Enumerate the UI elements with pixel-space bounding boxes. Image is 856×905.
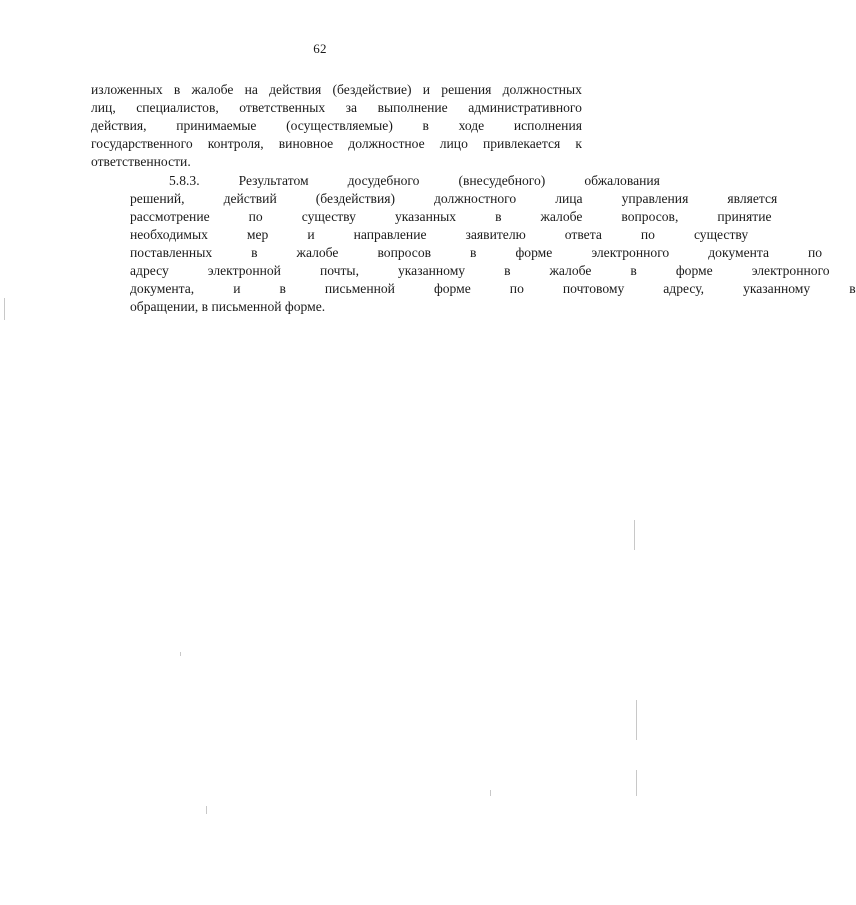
scan-artifact xyxy=(206,806,207,814)
text-line: поставленных в жалобе вопросов в форме электронного документа по xyxy=(130,244,823,260)
paragraph-5-8-3 xyxy=(91,172,856,317)
page-number: 62 xyxy=(313,41,327,56)
text-line: 5.8.3. Результатом досудебного (внесудебного) обжалования xyxy=(169,172,660,188)
paragraph-continuation xyxy=(91,81,582,171)
text-line: решений, действий (бездействия) должностного лица управления является xyxy=(130,190,778,206)
text-line: ответственности. xyxy=(91,154,191,170)
text-line: государственного контроля, виновное должностное лицо привлекается к xyxy=(91,136,582,152)
text-line: адресу электронной почты, указанному в жалобе в форме электронного xyxy=(130,262,830,278)
scan-artifact xyxy=(4,298,5,320)
text-line: изложенных в жалобе на действия (бездействие) и решения должностных xyxy=(91,82,582,97)
text-line: рассмотрение по существу указанных в жалобе вопросов, принятие xyxy=(130,208,772,224)
scan-artifact xyxy=(180,652,181,656)
scan-artifact xyxy=(634,520,635,550)
text-line: лиц, специалистов, ответственных за выполнение административного xyxy=(91,100,582,116)
text-line: документа, и в письменной форме по почтовому адресу, указанному в xyxy=(130,281,856,297)
text-line: действия, принимаемые (осуществляемые) в ходе исполнения xyxy=(91,118,582,134)
scan-artifact xyxy=(636,770,637,796)
text-line: необходимых мер и направление заявителю ответа по существу xyxy=(130,226,749,242)
text-line: обращении, в письменной форме. xyxy=(130,299,326,315)
scan-artifact xyxy=(490,790,491,796)
scan-artifact xyxy=(636,700,637,740)
